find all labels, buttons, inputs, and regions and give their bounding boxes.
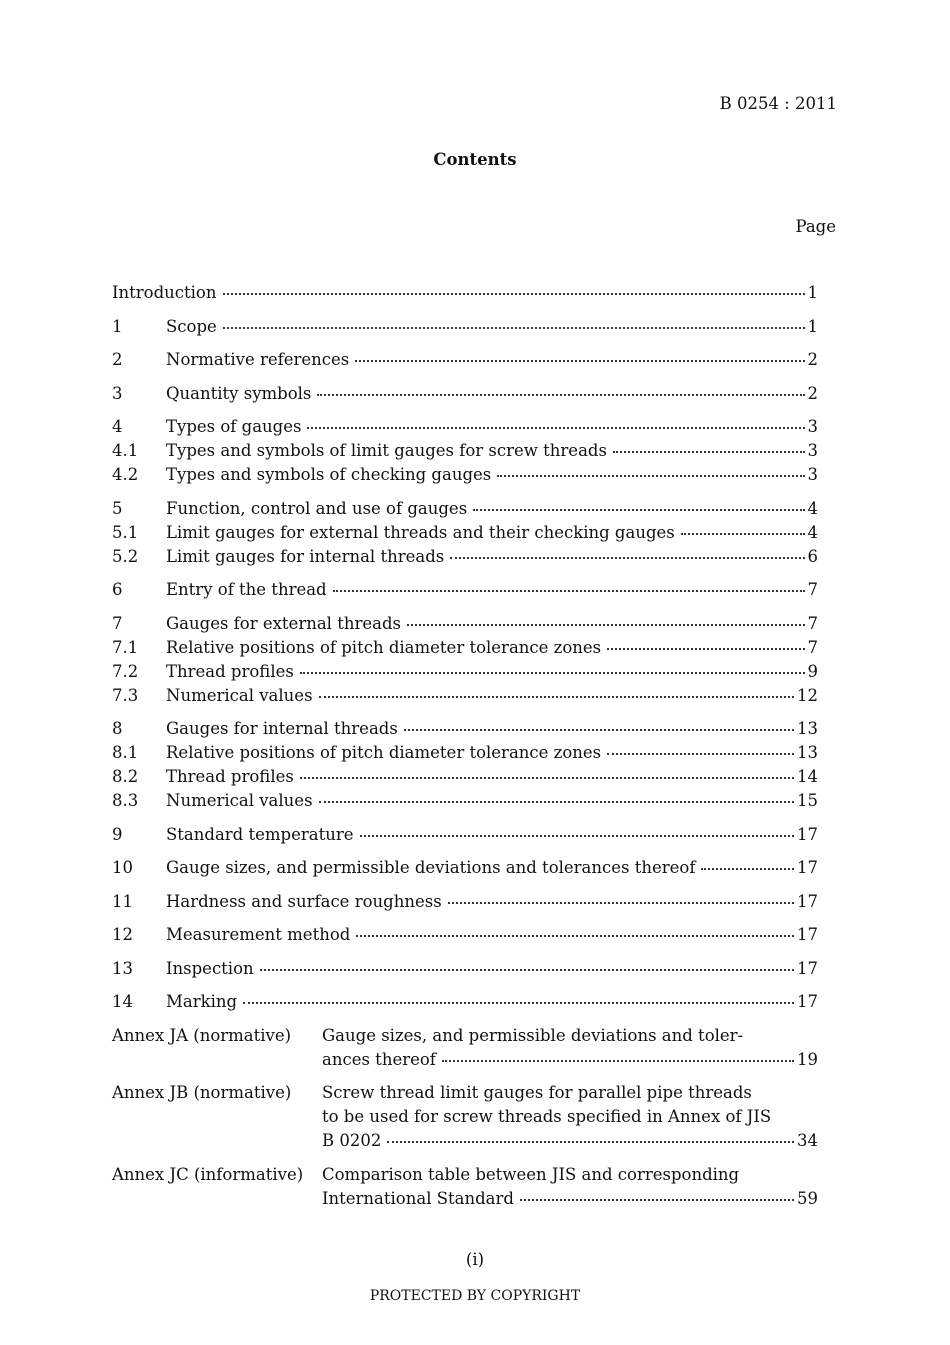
toc-entry-page: 1 bbox=[807, 317, 818, 336]
toc-entry-title: Measurement method bbox=[166, 925, 351, 944]
toc-entry[interactable] bbox=[112, 499, 818, 523]
toc-entry[interactable] bbox=[112, 858, 818, 882]
toc-entry-number: 4.2 bbox=[112, 465, 139, 484]
toc-entry-number: 10 bbox=[112, 858, 133, 877]
dot-leader bbox=[333, 580, 805, 592]
toc-entry-page: 17 bbox=[797, 925, 818, 944]
toc-entry[interactable] bbox=[112, 317, 818, 341]
toc-entry-number: 5 bbox=[112, 499, 123, 518]
toc-entry-page: 3 bbox=[807, 417, 818, 436]
toc-entry-number: 2 bbox=[112, 350, 123, 369]
toc-entry-title: Function, control and use of gauges bbox=[166, 499, 468, 518]
toc-entry-title: Quantity symbols bbox=[166, 384, 312, 403]
annex-label[interactable] bbox=[112, 1026, 322, 1050]
annex-page: 59 bbox=[797, 1189, 818, 1208]
annex-title-line[interactable] bbox=[322, 1026, 818, 1050]
toc-entry-page: 2 bbox=[807, 350, 818, 369]
toc-entry-title: Hardness and surface roughness bbox=[166, 892, 442, 911]
annex-label[interactable] bbox=[112, 1083, 322, 1107]
toc-entry-number: 8 bbox=[112, 719, 123, 738]
page-column-label: Page bbox=[795, 217, 836, 236]
toc-entry-number: 7.2 bbox=[112, 662, 139, 681]
annex-title-text: Gauge sizes, and permissible deviations and toler- bbox=[322, 1026, 744, 1045]
toc-entry[interactable] bbox=[112, 791, 818, 815]
toc-entry-number: 7 bbox=[112, 614, 123, 633]
toc-entry-page: 17 bbox=[797, 959, 818, 978]
toc-entry[interactable] bbox=[112, 384, 818, 408]
dot-leader bbox=[317, 384, 804, 396]
contents-title: Contents bbox=[433, 150, 517, 169]
toc-entry-title: Thread profiles bbox=[166, 662, 294, 681]
toc-entry-page: 4 bbox=[807, 499, 818, 518]
toc-entry-page: 1 bbox=[807, 283, 818, 302]
toc-entry-title: Relative positions of pitch diameter tolerance zones bbox=[166, 743, 602, 762]
toc-entry-title: Thread profiles bbox=[166, 767, 294, 786]
toc-entry-number: 7.1 bbox=[112, 638, 139, 657]
toc-entry-number: 9 bbox=[112, 825, 123, 844]
dot-leader bbox=[450, 547, 804, 559]
toc-entry-title: Limit gauges for external threads and their checking gauges bbox=[166, 523, 675, 542]
annex-page: 34 bbox=[797, 1131, 818, 1150]
toc-entry-number: 8.3 bbox=[112, 791, 139, 810]
toc-entry[interactable] bbox=[112, 638, 818, 662]
dot-leader bbox=[223, 317, 805, 329]
annex-label-text: Annex JC (informative) bbox=[112, 1165, 304, 1184]
annex-title-text: International Standard bbox=[322, 1189, 514, 1208]
toc-entry[interactable] bbox=[112, 825, 818, 849]
annex-title-line[interactable] bbox=[322, 1165, 818, 1189]
document-code: B 0254 : 2011 bbox=[719, 94, 837, 113]
toc-entry-title: Types and symbols of limit gauges for screw threads bbox=[166, 441, 607, 460]
toc-entry-introduction[interactable] bbox=[112, 283, 818, 307]
toc-entry-title: Limit gauges for internal threads bbox=[166, 547, 445, 566]
toc-entry-number: 8.2 bbox=[112, 767, 139, 786]
toc-entry-page: 6 bbox=[807, 547, 818, 566]
toc-entry-title: Types and symbols of checking gauges bbox=[166, 465, 492, 484]
toc-entry-page: 7 bbox=[807, 614, 818, 633]
annex-title-text: to be used for screw threads specified in Annex of JIS bbox=[322, 1107, 772, 1126]
toc-entry-number: 4 bbox=[112, 417, 123, 436]
dot-leader bbox=[260, 959, 794, 971]
toc-entry-number: 5.2 bbox=[112, 547, 139, 566]
dot-leader bbox=[607, 638, 804, 650]
toc-entry-page: 13 bbox=[797, 743, 818, 762]
toc-entry-page: 13 bbox=[797, 719, 818, 738]
toc-entry-title: Standard temperature bbox=[166, 825, 354, 844]
toc-entry-page: 17 bbox=[797, 992, 818, 1011]
toc-entry-title: Numerical values bbox=[166, 686, 313, 705]
toc-entry-page: 7 bbox=[807, 580, 818, 599]
annex-title-line[interactable] bbox=[322, 1131, 818, 1155]
toc-entry-page: 17 bbox=[797, 892, 818, 911]
toc-entry-number: 13 bbox=[112, 959, 133, 978]
dot-leader bbox=[355, 350, 804, 362]
toc-entry-title: Marking bbox=[166, 992, 238, 1011]
toc-entry-page: 2 bbox=[807, 384, 818, 403]
dot-leader bbox=[319, 791, 794, 803]
annex-title-line[interactable] bbox=[322, 1083, 818, 1107]
annex-title-text: Screw thread limit gauges for parallel pipe threads bbox=[322, 1083, 752, 1102]
annex-title-text: ances thereof bbox=[322, 1050, 436, 1069]
dot-leader bbox=[243, 992, 794, 1004]
toc-entry-number: 3 bbox=[112, 384, 123, 403]
toc-entry-number: 8.1 bbox=[112, 743, 139, 762]
toc-entry[interactable] bbox=[112, 767, 818, 791]
toc-entry-title: Types of gauges bbox=[166, 417, 302, 436]
toc-entry[interactable] bbox=[112, 992, 818, 1016]
annex-title-line[interactable] bbox=[322, 1050, 818, 1074]
toc-entry-number: 5.1 bbox=[112, 523, 139, 542]
toc-entry[interactable] bbox=[112, 465, 818, 489]
toc-entry-title: Gauges for internal threads bbox=[166, 719, 398, 738]
toc-entry[interactable] bbox=[112, 892, 818, 916]
dot-leader bbox=[701, 858, 794, 870]
toc-entry-page: 9 bbox=[807, 662, 818, 681]
dot-leader bbox=[300, 662, 805, 674]
toc-entry[interactable] bbox=[112, 614, 818, 638]
toc-entry-number: 4.1 bbox=[112, 441, 139, 460]
toc-entry-title: Scope bbox=[166, 317, 217, 336]
toc-entry[interactable] bbox=[112, 925, 818, 949]
toc-entry-title: Numerical values bbox=[166, 791, 313, 810]
annex-title-line[interactable] bbox=[322, 1107, 818, 1131]
toc-entry-title: Gauge sizes, and permissible deviations and tolerances thereof bbox=[166, 858, 696, 877]
dot-leader bbox=[681, 523, 805, 535]
dot-leader bbox=[473, 499, 804, 511]
toc-entry[interactable] bbox=[112, 417, 818, 441]
toc-entry[interactable] bbox=[112, 547, 818, 571]
toc-entry-title: Inspection bbox=[166, 959, 254, 978]
dot-leader bbox=[360, 825, 795, 837]
toc-entry-number: 12 bbox=[112, 925, 133, 944]
toc-entry[interactable] bbox=[112, 959, 818, 983]
dot-leader bbox=[407, 614, 805, 626]
dot-leader bbox=[497, 465, 804, 477]
annex-title-line[interactable] bbox=[322, 1189, 818, 1213]
annex-label-text: Annex JB (normative) bbox=[112, 1083, 292, 1102]
toc-entry-page: 17 bbox=[797, 825, 818, 844]
toc-entry-title: Entry of the thread bbox=[166, 580, 327, 599]
toc-entry-title: Relative positions of pitch diameter tolerance zones bbox=[166, 638, 602, 657]
toc-entry-number: 1 bbox=[112, 317, 123, 336]
dot-leader bbox=[356, 925, 794, 937]
dot-leader bbox=[307, 417, 804, 429]
annex-label-text: Annex JA (normative) bbox=[112, 1026, 292, 1045]
dot-leader bbox=[448, 892, 794, 904]
annex-title-text: Comparison table between JIS and corresponding bbox=[322, 1165, 740, 1184]
annex-page: 19 bbox=[797, 1050, 818, 1069]
toc-entry-number: 11 bbox=[112, 892, 133, 911]
toc-entry-title: Normative references bbox=[166, 350, 350, 369]
dot-leader bbox=[223, 283, 805, 295]
toc-entry-page: 3 bbox=[807, 465, 818, 484]
toc-entry-number: 6 bbox=[112, 580, 123, 599]
toc-entry-page: 17 bbox=[797, 858, 818, 877]
dot-leader bbox=[520, 1189, 794, 1201]
toc-entry[interactable] bbox=[112, 523, 818, 547]
toc-entry-page: 12 bbox=[797, 686, 818, 705]
page-folio: (i) bbox=[465, 1250, 485, 1269]
toc-entry-page: 14 bbox=[797, 767, 818, 786]
dot-leader bbox=[300, 767, 794, 779]
annex-title-text: B 0202 bbox=[322, 1131, 382, 1150]
dot-leader bbox=[613, 441, 805, 453]
toc-entry-title: Gauges for external threads bbox=[166, 614, 401, 633]
dot-leader bbox=[319, 686, 794, 698]
dot-leader bbox=[404, 719, 794, 731]
copyright-notice: PROTECTED BY COPYRIGHT bbox=[369, 1288, 581, 1304]
dot-leader bbox=[607, 743, 794, 755]
dot-leader bbox=[442, 1050, 794, 1062]
toc-entry[interactable] bbox=[112, 662, 818, 686]
toc-entry-page: 4 bbox=[807, 523, 818, 542]
toc-entry-page: 15 bbox=[797, 791, 818, 810]
toc-entry-number: 7.3 bbox=[112, 686, 139, 705]
toc-entry[interactable] bbox=[112, 719, 818, 743]
toc-entry-page: 3 bbox=[807, 441, 818, 460]
toc-entry[interactable] bbox=[112, 686, 818, 710]
toc-entry-title: Introduction bbox=[112, 283, 217, 302]
toc-entry[interactable] bbox=[112, 441, 818, 465]
dot-leader bbox=[387, 1131, 794, 1143]
annex-label[interactable] bbox=[112, 1165, 322, 1189]
toc-entry[interactable] bbox=[112, 580, 818, 604]
toc-entry-page: 7 bbox=[807, 638, 818, 657]
toc-entry[interactable] bbox=[112, 350, 818, 374]
toc-entry-number: 14 bbox=[112, 992, 133, 1011]
toc-entry[interactable] bbox=[112, 743, 818, 767]
